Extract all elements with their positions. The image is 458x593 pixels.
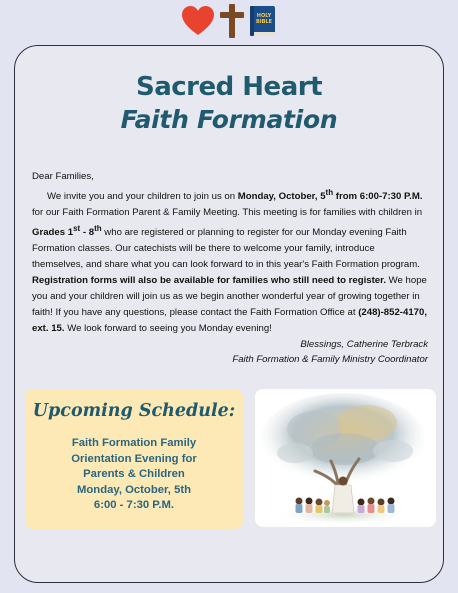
title-line-2: Faith Formation [120, 105, 338, 134]
header-icons [0, 2, 458, 40]
letter-greeting: Dear Families, [32, 171, 94, 182]
letter-text: We invite you and your children to join us on [47, 191, 238, 203]
grades-start: Grades 1 [32, 227, 74, 239]
letter-text: We hope you and your children will join us as we begin another wonderful year of growing together in faith! If you have any questions, please contact the Faith Formation Office at [32, 275, 427, 319]
upcoming-schedule-box [25, 389, 243, 529]
letter-text: who are registered or planning to register for our Monday evening Faith Formation classes. Our catechists will be there to welcome your family, introduce themselves, and share what you can look forward to in this year's Faith Formation program. [32, 227, 420, 271]
schedule-line: Monday, October, 5th [76, 483, 192, 496]
grades-end: - 8 [80, 227, 95, 239]
date-suffix: th [325, 188, 334, 197]
grades-end-suffix: th [94, 224, 102, 234]
registration-note: Registration forms will also be available for families who still need to register. [32, 275, 386, 287]
schedule-line: Orientation Evening for [71, 452, 197, 465]
letter-text: We look forward to seeing you Monday evening! [64, 323, 272, 335]
schedule-line: Parents & Children [83, 468, 185, 481]
schedule-details [25, 436, 243, 514]
office-phone[interactable]: (248)-852-4170, ext. 15. [32, 307, 428, 335]
jesus-with-children-illustration [255, 389, 436, 527]
letter-signoff: Blessings, Catherine Terbrack [300, 339, 428, 351]
bible-label-line2: BIBLE [255, 19, 273, 25]
bible-label-line1: HOLY [256, 13, 272, 19]
meeting-time: from 6:00-7:30 P.M. [333, 191, 423, 203]
schedule-line: 6:00 - 7:30 P.M. [93, 499, 175, 512]
meeting-date: Monday, October, 5 [237, 191, 326, 203]
schedule-title: Upcoming Schedule: [32, 401, 236, 421]
letter-body [32, 185, 428, 337]
holy-bible-icon [249, 4, 277, 38]
cross-icon [219, 3, 245, 39]
letter-signer-title: Faith Formation & Family Ministry Coordinator [232, 354, 428, 366]
letter-text: for our Faith Formation Parent & Family Meeting. This meeting is for families with children in [32, 207, 423, 219]
grades-start-suffix: st [73, 224, 81, 234]
title-line-1: Sacred Heart [136, 72, 322, 102]
heart-icon [181, 5, 215, 37]
schedule-line: Faith Formation Family [71, 437, 197, 449]
letter [32, 169, 428, 367]
flyer-card [14, 45, 444, 583]
